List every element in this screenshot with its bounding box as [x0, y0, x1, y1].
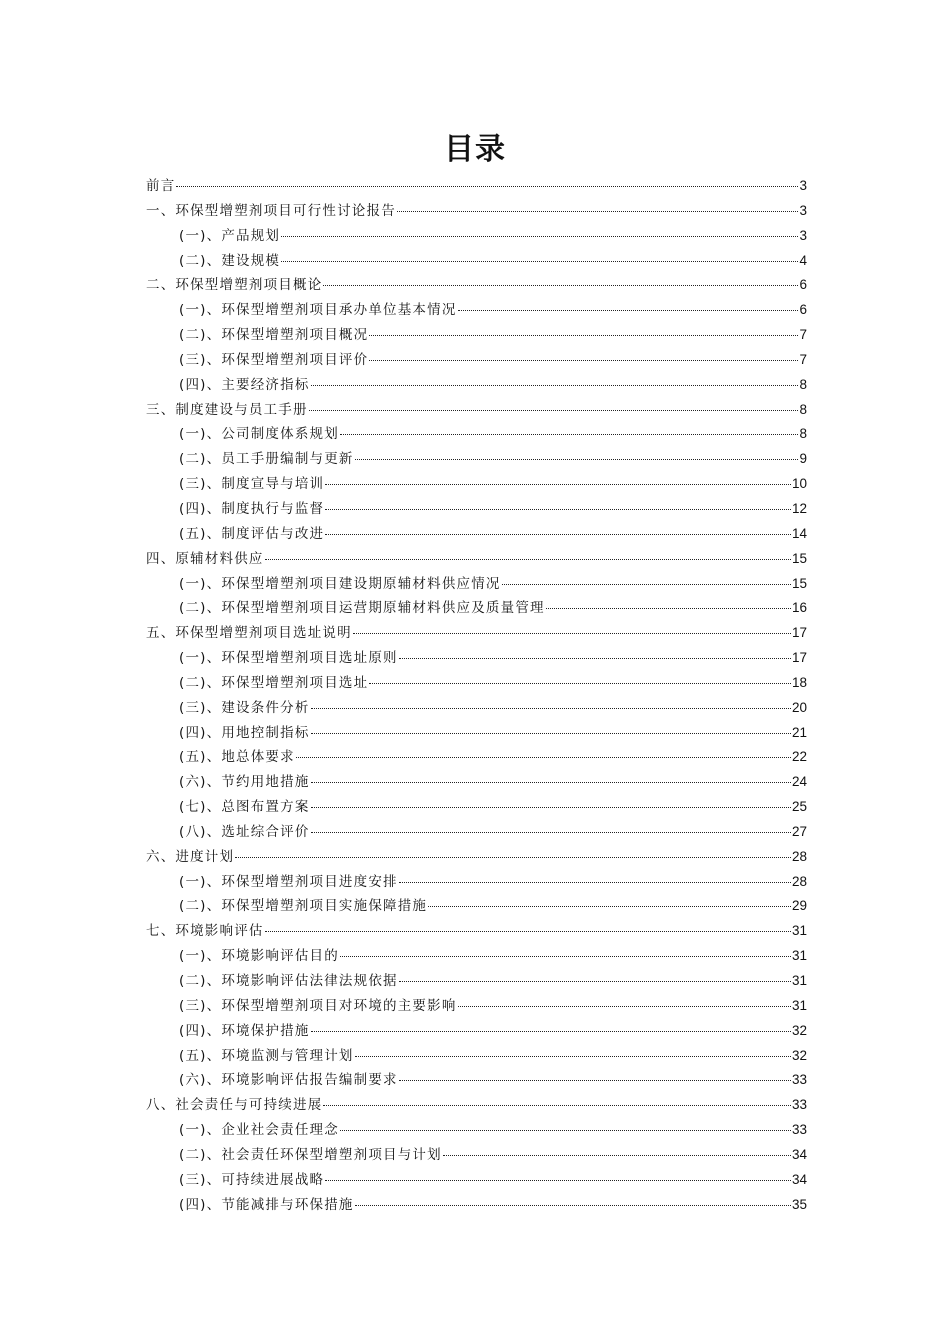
dot-leader: [309, 409, 799, 411]
toc-page-number: 7: [799, 351, 807, 367]
dot-leader: [399, 881, 791, 883]
dot-leader: [311, 781, 791, 783]
toc-entry[interactable]: [146, 944, 807, 969]
toc-page-number: 35: [791, 1196, 807, 1212]
toc-entry-text: (一)、公司制度体系规划: [179, 426, 339, 443]
toc-page-number: 20: [791, 699, 807, 715]
toc-entry[interactable]: [146, 1193, 807, 1218]
table-of-contents: [146, 174, 807, 1217]
toc-entry[interactable]: [146, 572, 807, 597]
toc-page-number: 33: [791, 1122, 807, 1138]
dot-leader: [325, 533, 791, 535]
toc-entry-text: (五)、制度评估与改进: [179, 525, 325, 542]
toc-page-number: 6: [799, 302, 807, 318]
toc-entry-text: (二)、环境影响评估法律法规依据: [179, 973, 398, 989]
dot-leader: [399, 1079, 791, 1081]
toc-entry-text: (三)、可持续进展战略: [179, 1171, 325, 1188]
toc-page-number: 21: [791, 724, 807, 740]
toc-entry-text: 五、环保型增塑剂项目选址说明: [146, 625, 352, 642]
toc-entry[interactable]: [146, 298, 807, 323]
dot-leader: [369, 682, 791, 684]
dot-leader: [428, 905, 791, 907]
toc-entry-text: (六)、节约用地措施: [179, 774, 310, 791]
toc-entry-text: (一)、环保型增塑剂项目承办单位基本情况: [179, 302, 457, 319]
toc-page-number: 8: [799, 401, 807, 417]
toc-page-number: 28: [791, 848, 807, 864]
toc-entry-text: (一)、环保型增塑剂项目进度安排: [179, 873, 398, 890]
toc-page-number: 15: [791, 575, 807, 591]
toc-page-number: 31: [791, 948, 807, 964]
dot-leader: [325, 508, 791, 510]
toc-page-number: 3: [799, 227, 807, 243]
toc-page-number: 22: [791, 749, 807, 765]
toc-entry-text: (二)、环保型增塑剂项目选址: [179, 674, 369, 691]
dot-leader: [176, 185, 798, 187]
toc-entry-text: (四)、环境保护措施: [179, 1022, 310, 1039]
toc-page-number: 14: [791, 525, 807, 541]
toc-entry[interactable]: [146, 273, 807, 298]
toc-entry[interactable]: [146, 969, 807, 994]
toc-page-number: 4: [799, 252, 807, 268]
toc-page-number: 33: [791, 1072, 807, 1088]
toc-entry[interactable]: [146, 522, 807, 547]
toc-entry[interactable]: [146, 1168, 807, 1193]
toc-entry[interactable]: [146, 224, 807, 249]
toc-entry-text: (三)、环保型增塑剂项目评价: [179, 351, 369, 368]
toc-entry[interactable]: [146, 696, 807, 721]
toc-entry-text: 二、环保型增塑剂项目概论: [146, 277, 323, 294]
toc-entry-text: (一)、环境影响评估目的: [179, 948, 339, 965]
toc-page-number: 31: [791, 973, 807, 988]
dot-leader: [311, 707, 791, 709]
toc-page-number: 18: [791, 674, 807, 690]
toc-entry-text: (二)、社会责任环保型增塑剂项目与计划: [179, 1146, 442, 1163]
dot-leader: [502, 583, 791, 585]
dot-leader: [311, 384, 799, 386]
toc-entry[interactable]: [146, 472, 807, 497]
toc-entry-text: 六、进度计划: [146, 848, 235, 865]
toc-entry[interactable]: [146, 646, 807, 671]
dot-leader: [369, 359, 798, 361]
toc-entry-text: (五)、环境监测与管理计划: [179, 1047, 354, 1064]
toc-entry[interactable]: [146, 894, 807, 919]
toc-entry[interactable]: [146, 671, 807, 696]
toc-entry[interactable]: [146, 1118, 807, 1143]
toc-entry-text: (一)、环保型增塑剂项目建设期原辅材料供应情况: [179, 575, 501, 592]
toc-entry-text: (六)、环境影响评估报告编制要求: [179, 1072, 398, 1089]
dot-leader: [458, 309, 799, 311]
dot-leader: [355, 1055, 791, 1057]
toc-title: 目录: [444, 132, 506, 167]
toc-entry[interactable]: [146, 621, 807, 646]
toc-entry-text: (二)、建设规模: [179, 252, 281, 269]
toc-page-number: 9: [799, 451, 807, 467]
toc-page-number: 17: [791, 625, 807, 641]
toc-page-number: 27: [791, 823, 807, 839]
toc-page-number: 24: [791, 774, 807, 790]
toc-page-number: 7: [799, 327, 807, 343]
toc-entry[interactable]: [146, 870, 807, 895]
dot-leader: [265, 930, 791, 932]
dot-leader: [399, 657, 791, 659]
toc-entry[interactable]: [146, 1093, 807, 1118]
dot-leader: [355, 458, 799, 460]
toc-page-number: 15: [791, 550, 807, 566]
toc-entry[interactable]: [146, 1019, 807, 1044]
dot-leader: [353, 632, 791, 634]
toc-entry-text: (三)、建设条件分析: [179, 699, 310, 716]
toc-entry-text: 前言: [146, 178, 176, 194]
toc-entry-text: 一、环保型增塑剂项目可行性讨论报告: [146, 202, 396, 219]
dot-leader: [311, 806, 791, 808]
toc-entry-text: (二)、环保型增塑剂项目运营期原辅材料供应及质量管理: [179, 600, 545, 617]
toc-entry-text: (一)、产品规划: [179, 227, 281, 244]
toc-entry[interactable]: [146, 199, 807, 224]
toc-entry[interactable]: [146, 994, 807, 1019]
toc-entry-text: (二)、员工手册编制与更新: [179, 451, 354, 468]
toc-entry-text: (八)、选址综合评价: [179, 823, 310, 840]
toc-page-number: 32: [791, 1022, 807, 1038]
toc-page-number: 25: [791, 799, 807, 815]
toc-page-number: 28: [791, 873, 807, 889]
toc-entry[interactable]: [146, 845, 807, 870]
dot-leader: [399, 980, 791, 982]
dot-leader: [281, 260, 798, 262]
toc-entry[interactable]: [146, 919, 807, 944]
dot-leader: [311, 1030, 791, 1032]
dot-leader: [325, 1179, 791, 1181]
toc-entry[interactable]: [146, 547, 807, 572]
toc-entry-text: (七)、总图布置方案: [179, 799, 310, 816]
toc-entry-text: 四、原辅材料供应: [146, 550, 264, 567]
toc-page-number: 12: [791, 500, 807, 516]
toc-entry[interactable]: [146, 323, 807, 348]
dot-leader: [369, 334, 798, 336]
toc-page-number: 31: [791, 997, 807, 1013]
toc-page-number: 31: [791, 923, 807, 939]
toc-entry[interactable]: [146, 398, 807, 423]
toc-page-number: 34: [791, 1146, 807, 1162]
dot-leader: [397, 210, 799, 212]
toc-entry[interactable]: [146, 1143, 807, 1168]
toc-entry[interactable]: [146, 174, 807, 199]
toc-entry-text: (四)、主要经济指标: [179, 376, 310, 393]
toc-entry[interactable]: [146, 820, 807, 845]
toc-page-number: 32: [791, 1047, 807, 1063]
toc-entry[interactable]: [146, 770, 807, 795]
toc-entry[interactable]: [146, 373, 807, 398]
dot-leader: [458, 1005, 791, 1007]
toc-entry-text: 八、社会责任与可持续进展: [146, 1097, 323, 1114]
toc-entry[interactable]: [146, 348, 807, 373]
toc-entry[interactable]: [146, 721, 807, 746]
toc-entry[interactable]: [146, 497, 807, 522]
toc-entry[interactable]: [146, 596, 807, 621]
toc-page-number: 34: [791, 1171, 807, 1187]
dot-leader: [443, 1154, 791, 1156]
toc-entry[interactable]: [146, 795, 807, 820]
dot-leader: [323, 1104, 791, 1106]
toc-entry-text: 七、环境影响评估: [146, 923, 264, 940]
toc-entry-text: (四)、用地控制指标: [179, 724, 310, 741]
toc-entry[interactable]: [146, 745, 807, 770]
toc-entry-text: 三、制度建设与员工手册: [146, 401, 308, 418]
toc-page-number: 17: [791, 650, 807, 666]
toc-entry[interactable]: [146, 249, 807, 274]
dot-leader: [296, 756, 791, 758]
toc-entry-text: (四)、节能减排与环保措施: [179, 1196, 354, 1213]
toc-entry-text: (一)、环保型增塑剂项目选址原则: [179, 650, 398, 667]
toc-page-number: 3: [799, 202, 807, 218]
dot-leader: [311, 831, 791, 833]
toc-page-number: 16: [791, 600, 807, 616]
dot-leader: [281, 235, 798, 237]
toc-page-number: 8: [799, 376, 807, 392]
dot-leader: [340, 433, 799, 435]
dot-leader: [311, 732, 791, 734]
toc-entry[interactable]: [146, 1068, 807, 1093]
toc-page-number: 6: [799, 277, 807, 293]
dot-leader: [323, 284, 798, 286]
toc-page-number: 29: [791, 898, 807, 914]
dot-leader: [340, 955, 791, 957]
dot-leader: [235, 856, 791, 858]
toc-entry[interactable]: [146, 1044, 807, 1069]
toc-page-number: 10: [791, 476, 807, 492]
toc-entry-text: (四)、制度执行与监督: [179, 500, 325, 517]
toc-entry-text: (三)、环保型增塑剂项目对环境的主要影响: [179, 997, 457, 1014]
dot-leader: [340, 1129, 791, 1131]
dot-leader: [325, 483, 791, 485]
toc-page-number: 8: [799, 426, 807, 442]
dot-leader: [546, 607, 791, 609]
toc-entry[interactable]: [146, 422, 807, 447]
toc-entry-text: (五)、地总体要求: [179, 749, 295, 766]
dot-leader: [265, 558, 791, 560]
dot-leader: [355, 1204, 791, 1206]
toc-entry-text: (一)、企业社会责任理念: [179, 1122, 339, 1139]
toc-entry-text: (二)、环保型增塑剂项目概况: [179, 327, 369, 344]
toc-entry-text: (三)、制度宣导与培训: [179, 476, 325, 493]
toc-entry-text: (二)、环保型增塑剂项目实施保障措施: [179, 898, 428, 915]
toc-page-number: 33: [791, 1097, 807, 1113]
toc-entry[interactable]: [146, 447, 807, 472]
toc-page-number: 3: [799, 178, 807, 193]
